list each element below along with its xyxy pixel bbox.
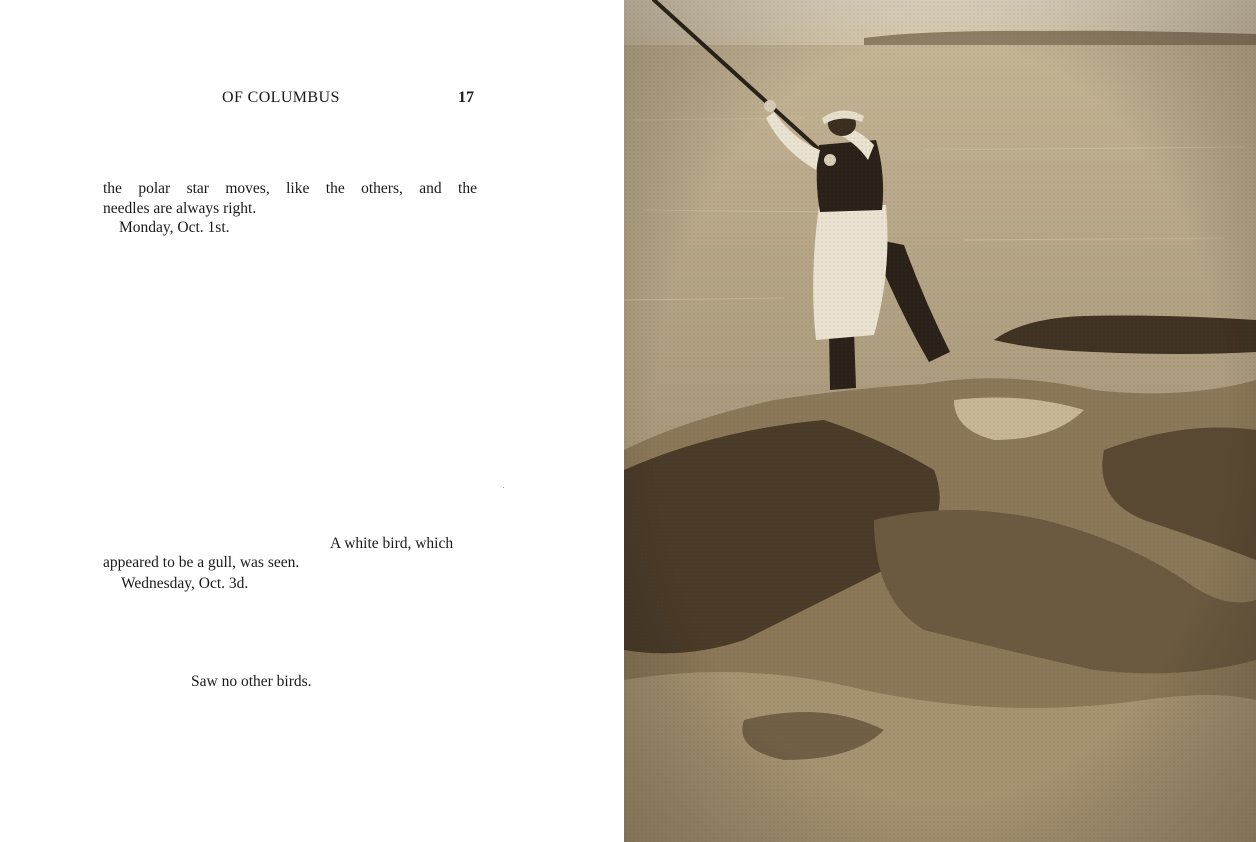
date-heading: Wednesday, Oct. 3d. <box>121 575 249 592</box>
text-line: Saw no other birds. <box>191 673 312 690</box>
text-line: needles are always right. <box>103 200 257 217</box>
ink-speck <box>503 487 504 488</box>
book-page <box>0 0 624 842</box>
vignette <box>624 0 1256 842</box>
running-head: OF COLUMBUS <box>222 89 340 106</box>
sepia-photograph <box>624 0 1256 842</box>
photo-illustration <box>624 0 1256 842</box>
text-line: appeared to be a gull, was seen. <box>103 554 300 571</box>
text-line: the polar star moves, like the others, and the <box>103 180 477 197</box>
date-heading: Monday, Oct. 1st. <box>119 219 230 236</box>
page-number: 17 <box>458 89 474 106</box>
text-line: A white bird, which <box>330 535 454 552</box>
